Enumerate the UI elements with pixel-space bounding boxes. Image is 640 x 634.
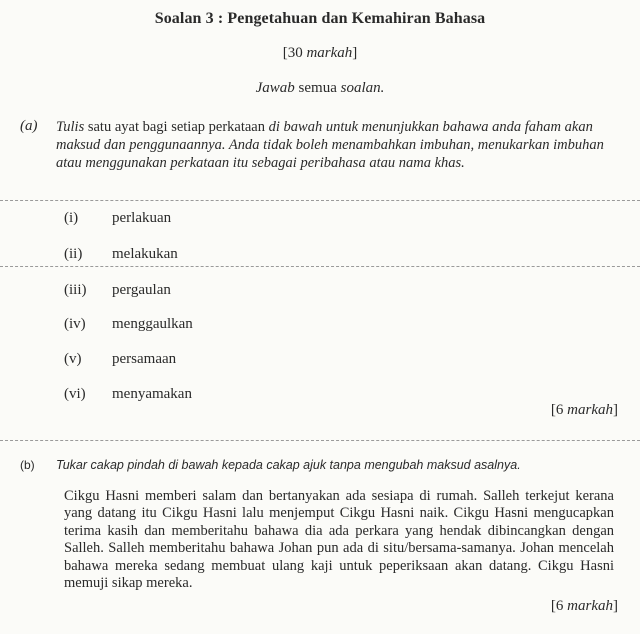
item-word: menggaulkan — [112, 316, 193, 332]
item-number: (ii) — [64, 246, 83, 262]
question-a-text-emphasis: satu ayat bagi setiap perkataan — [87, 119, 265, 135]
question-a-marks — [551, 402, 618, 419]
total-marks-word: markah — [306, 45, 353, 61]
question-a-text-part1: Tulis — [56, 119, 88, 135]
list-item — [64, 351, 176, 368]
dashed-divider — [0, 200, 640, 201]
item-word: persamaan — [112, 351, 177, 367]
question-a-text-part3: di bawah untuk menunjukkan bahawa anda faham akan maksud dan penggunaannya. Anda tidak boleh menambahkan imbuhan, menukarkan imbuhan atau menggunakan perkataan itu sebagai peribahasa atau nama khas. — [56, 119, 604, 171]
list-item — [64, 386, 192, 403]
question-a-text — [56, 118, 624, 172]
section-title: Soalan 3 : Pengetahuan dan Kemahiran Bahasa — [154, 10, 486, 27]
instruction — [0, 80, 640, 97]
question-b-label: (b) — [20, 458, 35, 472]
question-a-label: (a) — [20, 118, 38, 134]
item-word: pergaulan — [112, 282, 171, 298]
marks-close: ] — [613, 402, 618, 418]
list-item — [64, 210, 171, 227]
item-word: perlakuan — [112, 210, 172, 226]
list-item — [64, 246, 178, 263]
dashed-divider — [0, 440, 640, 441]
marks-close: ] — [613, 598, 618, 614]
item-number: (iv) — [64, 316, 86, 332]
item-number: (i) — [64, 210, 79, 226]
question-b-text: Tukar cakap pindah di bawah kepada cakap ajuk tanpa mengubah maksud asalnya. — [56, 458, 521, 472]
instruction-part3: soalan. — [336, 80, 385, 96]
total-marks-open: [30 — [282, 45, 307, 61]
item-word: melakukan — [112, 246, 178, 262]
item-number: (vi) — [64, 386, 86, 402]
indirect-speech-passage: Cikgu Hasni memberi salam dan bertanyakan ada sesiapa di rumah. Salleh terkejut kerana yang datang itu Cikgu Hasni lalu menjemput Cikgu Hasni naik. Cikgu Hasni mengucapkan terima kasih dan memberitahu bahawa dia ada perkara yang hendak dibincangkan dengan Salleh. Salleh memberitahu bahawa Johan pun ada di situ/bersama-samanya. Johan mencelah bahawa mereka sedang membuat ulang kaji untuk peperiksaan akan datang. Cikgu Hasni memuji sikap mereka. — [64, 488, 614, 592]
item-word: menyamakan — [112, 386, 192, 402]
list-item — [64, 316, 193, 333]
item-number: (iii) — [64, 282, 87, 298]
marks-word: markah — [567, 598, 613, 614]
item-number: (v) — [64, 351, 82, 367]
marks-word: markah — [567, 402, 613, 418]
list-item — [64, 282, 171, 299]
instruction-part1: Jawab — [255, 80, 299, 96]
dashed-divider — [0, 266, 640, 267]
question-b-marks — [551, 598, 618, 615]
instruction-emphasis: semua — [298, 80, 337, 96]
marks-open: [6 — [550, 598, 568, 614]
marks-open: [6 — [550, 402, 568, 418]
total-marks-close: ] — [352, 45, 358, 61]
total-marks — [0, 45, 640, 62]
